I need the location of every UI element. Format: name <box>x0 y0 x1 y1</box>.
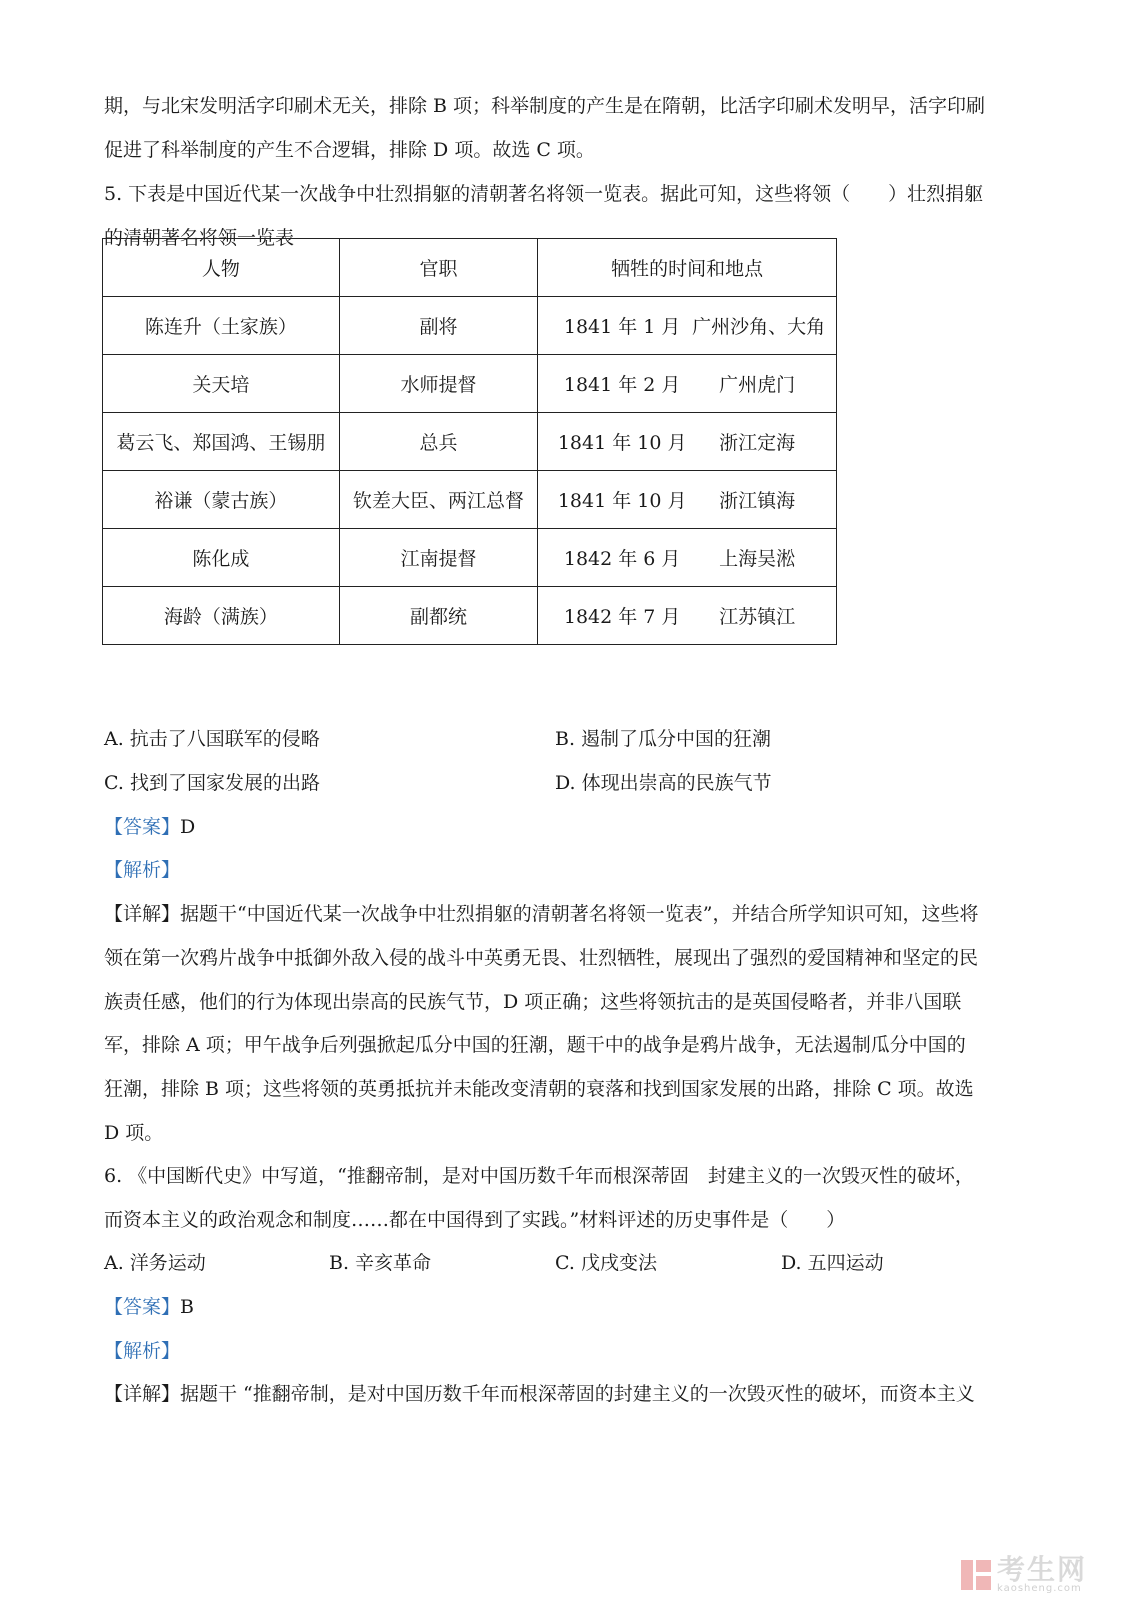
table-cell-time: 1841 年 2 月 <box>563 374 681 396</box>
q5-option-a: A. 抗击了八国联军的侵略 <box>104 728 320 750</box>
table-header-title: 官职 <box>339 239 538 297</box>
q5-option-d: D. 体现出崇高的民族气节 <box>555 772 772 794</box>
answer-value: D <box>180 816 196 838</box>
table-cell-place: 江苏镇江 <box>719 606 796 628</box>
table-cell-person: 陈连升（土家族） <box>103 297 340 355</box>
answer-value: B <box>180 1296 194 1318</box>
q6-analysis-tag <box>104 1338 180 1364</box>
table-row <box>103 471 837 529</box>
table-cell-person: 葛云飞、郑国鸿、王锡朋 <box>103 413 340 471</box>
q5-analysis-tag <box>104 857 180 883</box>
table-cell-time-place <box>538 297 837 355</box>
q5-stem-line-1: 5. 下表是中国近代某一次战争中壮烈捐躯的清朝著名将领一览表。据此可知，这些将领（ ）壮烈捐躯 <box>104 183 984 205</box>
table-cell-place: 广州虎门 <box>719 374 796 396</box>
answer-tag: 【答案】 <box>104 1296 181 1318</box>
table-cell-time-place <box>538 529 837 587</box>
table-cell-place: 浙江定海 <box>719 432 796 454</box>
q5-detail-line-6: D 项。 <box>104 1122 164 1144</box>
answer-tag: 【答案】 <box>104 816 181 838</box>
watermark <box>961 1553 1087 1594</box>
q5-option-b: B. 遏制了瓜分中国的狂潮 <box>555 728 772 750</box>
table-cell-time: 1842 年 6 月 <box>563 548 681 570</box>
q6-answer <box>104 1294 194 1320</box>
watermark-text <box>996 1553 1087 1594</box>
table-cell-place: 广州沙角、大角 <box>692 316 826 338</box>
table-row <box>103 297 837 355</box>
prev-explanation-line-2: 促进了科举制度的产生不合逻辑，排除 D 项。故选 C 项。 <box>104 139 595 161</box>
analysis-tag: 【解析】 <box>104 859 181 881</box>
table-row <box>103 355 837 413</box>
table-cell-time-place <box>538 413 837 471</box>
table-cell-place: 浙江镇海 <box>719 490 796 512</box>
table-cell-time-place <box>538 587 837 645</box>
q6-stem-line-2: 而资本主义的政治观念和制度……都在中国得到了实践。”材料评述的历史事件是（ ） <box>104 1209 846 1231</box>
table-cell-title: 总兵 <box>339 413 538 471</box>
analysis-tag: 【解析】 <box>104 1340 181 1362</box>
table-cell-person: 裕谦（蒙古族） <box>103 471 340 529</box>
q5-detail-line-1 <box>104 901 978 927</box>
table-header-person: 人物 <box>103 239 340 297</box>
table-cell-title: 副都统 <box>339 587 538 645</box>
detail-tag: 【详解】 <box>104 903 181 925</box>
table-cell-title: 江南提督 <box>339 529 538 587</box>
table-cell-person: 海龄（满族） <box>103 587 340 645</box>
q5-detail-line-3: 族责任感，他们的行为体现出崇高的民族气节，D 项正确；这些将领抗击的是英国侵略者，并非八国联 <box>104 991 962 1013</box>
table-row <box>103 587 837 645</box>
table-header-row <box>103 239 837 297</box>
watermark-name: 考生网 <box>996 1553 1087 1586</box>
table-row <box>103 413 837 471</box>
table-cell-time: 1841 年 1 月 <box>563 316 681 338</box>
detail-tag: 【详解】 <box>104 1383 181 1405</box>
q5-detail-line-2: 领在第一次鸦片战争中抵御外敌入侵的战斗中英勇无畏、壮烈牺牲，展现出了强烈的爱国精神和坚定的民 <box>104 947 979 969</box>
table-cell-title: 水师提督 <box>339 355 538 413</box>
watermark-logo-icon <box>961 1560 991 1590</box>
q5-detail-line-5: 狂潮，排除 B 项；这些将领的英勇抵抗并未能改变清朝的衰落和找到国家发展的出路，排除 C 项。故选 <box>104 1078 974 1100</box>
table-cell-time-place <box>538 471 837 529</box>
table-cell-person: 关天培 <box>103 355 340 413</box>
q5-stem-line-2: 的清朝著名将领一览表 <box>104 227 295 249</box>
q6-option-a: A. 洋务运动 <box>104 1252 206 1274</box>
table-cell-time: 1842 年 7 月 <box>563 606 681 628</box>
table-cell-title: 钦差大臣、两江总督 <box>339 471 538 529</box>
table-header-time-place: 牺牲的时间和地点 <box>538 239 837 297</box>
table-cell-place: 上海吴淞 <box>719 548 796 570</box>
q6-option-c: C. 戊戌变法 <box>555 1252 657 1274</box>
table-cell-time: 1841 年 10 月 <box>557 432 687 454</box>
watermark-url: kaosheng.com <box>996 1583 1082 1594</box>
q5-detail-line-4: 军，排除 A 项；甲午战争后列强掀起瓜分中国的狂潮，题干中的战争是鸦片战争，无法遏制瓜分中国的 <box>104 1034 966 1056</box>
detail-text: 据题干 “推翻帝制，是对中国历数千年而根深蒂固的封建主义的一次毁灭性的破坏，而资本主义 <box>180 1383 975 1405</box>
table-cell-person: 陈化成 <box>103 529 340 587</box>
table-cell-title: 副将 <box>339 297 538 355</box>
prev-explanation-line-1: 期，与北宋发明活字印刷术无关，排除 B 项；科举制度的产生是在隋朝，比活字印刷术发明早，活字印刷 <box>104 95 986 117</box>
q5-generals-table <box>102 238 837 645</box>
q6-option-d: D. 五四运动 <box>781 1252 884 1274</box>
table-row <box>103 529 837 587</box>
detail-text: 据题干“中国近代某一次战争中壮烈捐躯的清朝著名将领一览表”，并结合所学知识可知，这些将 <box>180 903 979 925</box>
q5-answer <box>104 814 195 840</box>
table-cell-time-place <box>538 355 837 413</box>
table-cell-time: 1841 年 10 月 <box>557 490 687 512</box>
q5-option-c: C. 找到了国家发展的出路 <box>104 772 320 794</box>
q6-option-b: B. 辛亥革命 <box>329 1252 432 1274</box>
q6-detail-line-1 <box>104 1381 975 1407</box>
q6-stem-line-1: 6. 《中国断代史》中写道，“推翻帝制，是对中国历数千年而根深蒂固 封建主义的一次毁灭性的破坏， <box>104 1165 974 1187</box>
